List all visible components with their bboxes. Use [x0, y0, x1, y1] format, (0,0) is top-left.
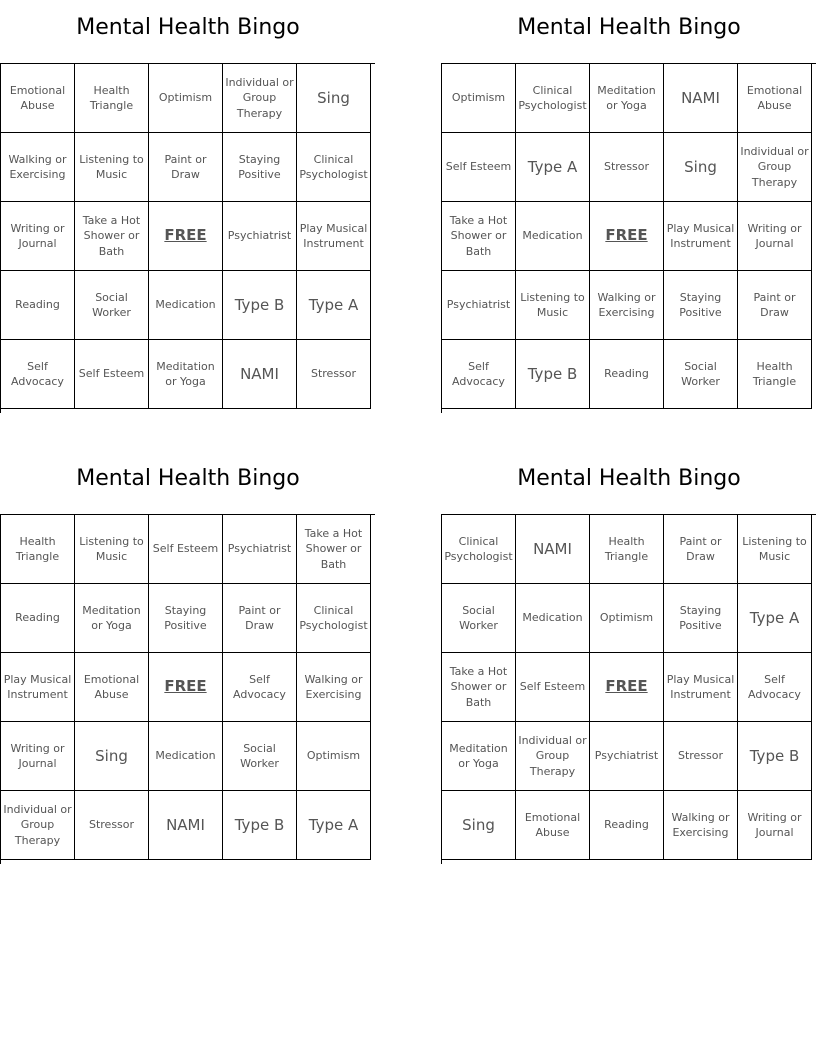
bingo-cell: Self Advocacy	[442, 340, 516, 409]
bingo-cell: Walking or Exercising	[297, 653, 371, 722]
bingo-cell: Medication	[149, 722, 223, 791]
bingo-cell: Writing or Journal	[1, 722, 75, 791]
bingo-cell: Listening to Music	[516, 271, 590, 340]
bingo-cell: Type A	[297, 791, 371, 860]
bingo-cell: Self Esteem	[75, 340, 149, 409]
bingo-cell: Reading	[590, 791, 664, 860]
bingo-cell: Paint or Draw	[149, 133, 223, 202]
bingo-cell: Listening to Music	[75, 515, 149, 584]
bingo-cell: Take a Hot Shower or Bath	[442, 653, 516, 722]
bingo-cell: Emotional Abuse	[1, 64, 75, 133]
bingo-cell: Meditation or Yoga	[442, 722, 516, 791]
bingo-cell: Stressor	[590, 133, 664, 202]
bingo-cell: Social Worker	[75, 271, 149, 340]
bingo-cell: Self Esteem	[149, 515, 223, 584]
bingo-cell: Individual or Group Therapy	[738, 133, 812, 202]
bingo-cell: Listening to Music	[738, 515, 812, 584]
free-space-cell: FREE	[149, 653, 223, 722]
bingo-cell: Staying Positive	[149, 584, 223, 653]
bingo-cell: Optimism	[297, 722, 371, 791]
bingo-cell: Walking or Exercising	[1, 133, 75, 202]
bingo-cell: Type B	[223, 271, 297, 340]
bingo-cell: Reading	[590, 340, 664, 409]
bingo-cell: Self Esteem	[442, 133, 516, 202]
bingo-cell: Meditation or Yoga	[149, 340, 223, 409]
bingo-cell: Health Triangle	[590, 515, 664, 584]
bingo-cell: Sing	[442, 791, 516, 860]
bingo-cell: Medication	[516, 202, 590, 271]
bingo-cell: Self Advocacy	[738, 653, 812, 722]
bingo-cell: Stressor	[75, 791, 149, 860]
bingo-cell: NAMI	[516, 515, 590, 584]
bingo-cell: Sing	[75, 722, 149, 791]
bingo-cell: Play Musical Instrument	[664, 202, 738, 271]
bingo-grid	[0, 514, 375, 864]
bingo-cell: Medication	[149, 271, 223, 340]
bingo-cell: Paint or Draw	[738, 271, 812, 340]
bingo-cell: Writing or Journal	[738, 791, 812, 860]
bingo-cell: NAMI	[149, 791, 223, 860]
bingo-cell: Self Advocacy	[223, 653, 297, 722]
bingo-cell: Psychiatrist	[223, 202, 297, 271]
bingo-cell: Writing or Journal	[738, 202, 812, 271]
bingo-cell: Take a Hot Shower or Bath	[442, 202, 516, 271]
bingo-cell: Self Esteem	[516, 653, 590, 722]
bingo-cell: Psychiatrist	[223, 515, 297, 584]
bingo-cell: Writing or Journal	[1, 202, 75, 271]
bingo-cell: Health Triangle	[738, 340, 812, 409]
bingo-cell: Sing	[664, 133, 738, 202]
bingo-cell: Individual or Group Therapy	[516, 722, 590, 791]
bingo-cell: Listening to Music	[75, 133, 149, 202]
bingo-cell: Clinical Psychologist	[516, 64, 590, 133]
bingo-cell: Reading	[1, 271, 75, 340]
bingo-cell: Stressor	[297, 340, 371, 409]
card-title: Mental Health Bingo	[517, 15, 741, 40]
bingo-cell: Psychiatrist	[590, 722, 664, 791]
bingo-cell: Individual or Group Therapy	[1, 791, 75, 860]
bingo-cell: Optimism	[442, 64, 516, 133]
bingo-cell: Social Worker	[223, 722, 297, 791]
bingo-grid	[0, 63, 375, 413]
bingo-cell: Play Musical Instrument	[664, 653, 738, 722]
bingo-cell: Optimism	[149, 64, 223, 133]
bingo-cell: Emotional Abuse	[516, 791, 590, 860]
bingo-cell: Staying Positive	[223, 133, 297, 202]
bingo-cell: NAMI	[664, 64, 738, 133]
bingo-cell: NAMI	[223, 340, 297, 409]
bingo-cell: Walking or Exercising	[664, 791, 738, 860]
bingo-cell: Emotional Abuse	[738, 64, 812, 133]
bingo-cell: Social Worker	[442, 584, 516, 653]
free-space-cell: FREE	[590, 202, 664, 271]
free-space-cell: FREE	[149, 202, 223, 271]
bingo-cell: Social Worker	[664, 340, 738, 409]
bingo-cell: Medication	[516, 584, 590, 653]
card-title: Mental Health Bingo	[517, 466, 741, 491]
card-title: Mental Health Bingo	[76, 466, 300, 491]
bingo-cell: Take a Hot Shower or Bath	[297, 515, 371, 584]
bingo-cell: Emotional Abuse	[75, 653, 149, 722]
bingo-cell: Type A	[516, 133, 590, 202]
bingo-cell: Reading	[1, 584, 75, 653]
bingo-cell: Health Triangle	[1, 515, 75, 584]
card-title: Mental Health Bingo	[76, 15, 300, 40]
bingo-cell: Clinical Psychologist	[297, 584, 371, 653]
bingo-cell: Self Advocacy	[1, 340, 75, 409]
bingo-cell: Take a Hot Shower or Bath	[75, 202, 149, 271]
bingo-cell: Optimism	[590, 584, 664, 653]
bingo-cell: Paint or Draw	[664, 515, 738, 584]
bingo-cell: Meditation or Yoga	[75, 584, 149, 653]
free-space-cell: FREE	[590, 653, 664, 722]
bingo-cell: Health Triangle	[75, 64, 149, 133]
bingo-cell: Type A	[297, 271, 371, 340]
bingo-cell: Staying Positive	[664, 271, 738, 340]
bingo-cell: Type A	[738, 584, 812, 653]
bingo-cell: Meditation or Yoga	[590, 64, 664, 133]
bingo-cell: Paint or Draw	[223, 584, 297, 653]
bingo-cell: Clinical Psychologist	[442, 515, 516, 584]
bingo-cell: Stressor	[664, 722, 738, 791]
bingo-cell: Play Musical Instrument	[297, 202, 371, 271]
bingo-grid	[441, 514, 816, 864]
bingo-cell: Type B	[516, 340, 590, 409]
bingo-cell: Psychiatrist	[442, 271, 516, 340]
bingo-grid	[441, 63, 816, 413]
bingo-cell: Clinical Psychologist	[297, 133, 371, 202]
bingo-cell: Walking or Exercising	[590, 271, 664, 340]
bingo-cell: Sing	[297, 64, 371, 133]
bingo-cell: Type B	[223, 791, 297, 860]
bingo-cell: Play Musical Instrument	[1, 653, 75, 722]
bingo-cell: Type B	[738, 722, 812, 791]
bingo-cell: Staying Positive	[664, 584, 738, 653]
bingo-cell: Individual or Group Therapy	[223, 64, 297, 133]
